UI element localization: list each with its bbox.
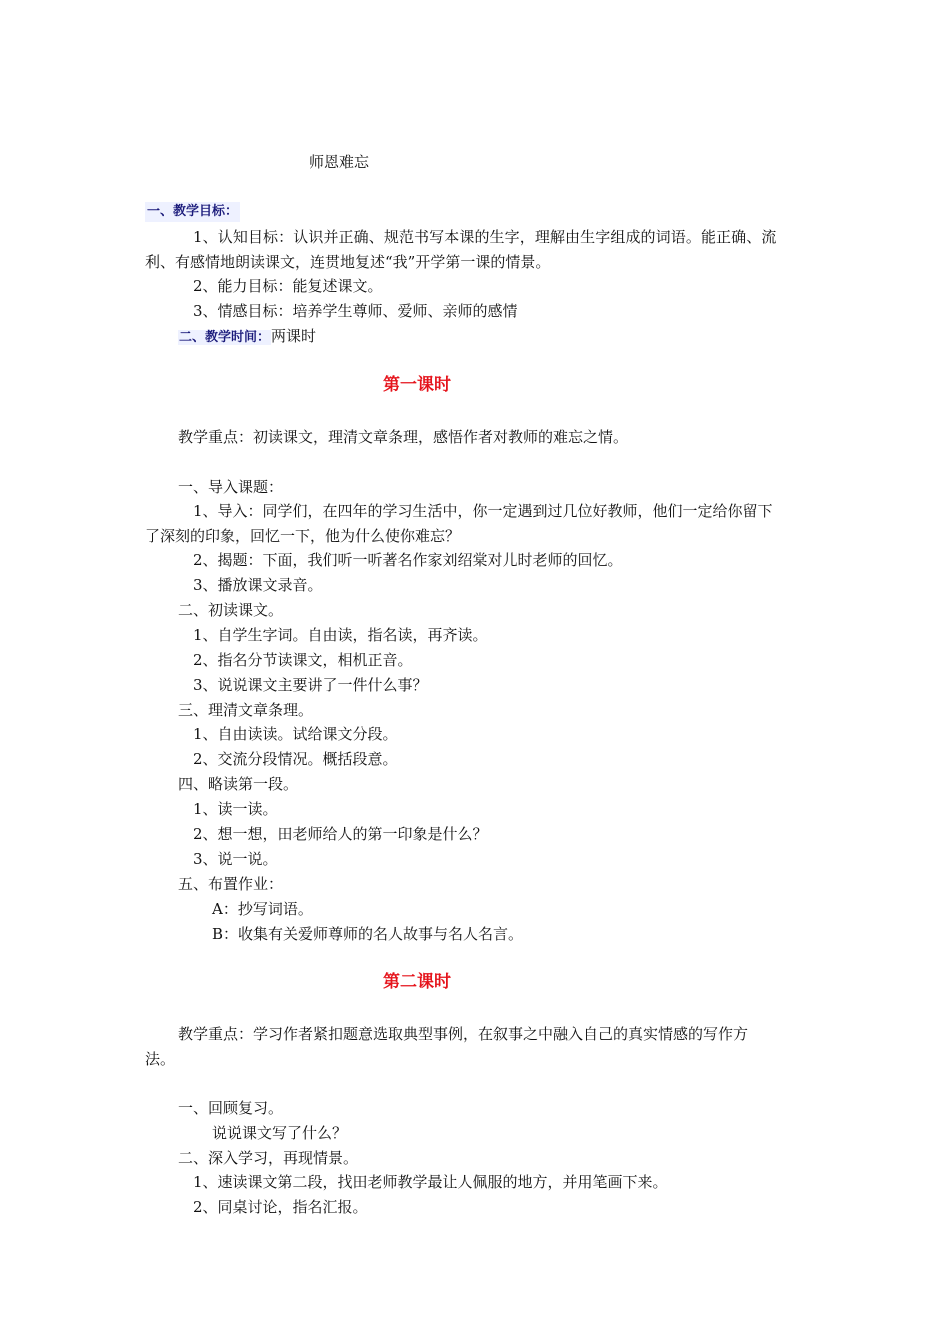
lesson1-item-4-2: 2、想一想，田老师给人的第一印象是什么？	[193, 825, 488, 843]
lesson1-item-2-1: 1、自学生字词。自由读，指名读，再齐读。	[193, 626, 488, 644]
lesson1-item-2-3: 3、说说课文主要讲了一件什么事？	[193, 676, 428, 694]
lesson1-focus: 教学重点：初读课文，理清文章条理，感悟作者对教师的难忘之情。	[178, 428, 629, 446]
lesson1-item-3-2: 2、交流分段情况。概括段意。	[193, 750, 398, 768]
lesson1-section-3: 三、理清文章条理。	[178, 701, 314, 719]
lesson1-section-2: 二、初读课文。	[178, 601, 284, 619]
lesson2-section-2: 二、深入学习，再现情景。	[178, 1149, 359, 1167]
lesson1-item-1-3: 3、播放课文录音。	[193, 576, 323, 594]
time-value: 两课时	[271, 327, 317, 345]
lesson1-section-5: 五、布置作业：	[178, 875, 284, 893]
lesson2-focus-line-1: 教学重点：学习作者紧扣题意选取典型事例，在叙事之中融入自己的真实情感的写作方	[178, 1025, 749, 1043]
lesson1-item-4-1: 1、读一读。	[193, 800, 278, 818]
lesson2-item-2-1: 1、速读课文第二段，找田老师教学最让人佩服的地方，并用笔画下来。	[193, 1173, 668, 1191]
time-heading: 二、教学时间：	[179, 330, 271, 345]
objective-1-line-2: 利、有感情地朗读课文，连贯地复述“我”开学第一课的情景。	[145, 253, 551, 271]
time-row	[178, 326, 316, 348]
page-title: 师恩难忘	[309, 153, 370, 171]
lesson1-section-1: 一、导入课题：	[178, 478, 284, 496]
lesson1-homework-a: A：抄写词语。	[212, 900, 313, 918]
lesson2-focus-line-2: 法。	[145, 1050, 176, 1068]
lesson1-item-1-1-line-2: 了深刻的印象，回忆一下，他为什么使你难忘？	[145, 527, 461, 545]
objective-3: 3、情感目标：培养学生尊师、爱师、亲师的感情	[193, 302, 518, 320]
lesson1-title: 第一课时	[383, 375, 451, 395]
lesson2-item-2-2: 2、同桌讨论，指名汇报。	[193, 1198, 368, 1216]
lesson1-item-1-2: 2、揭题：下面，我们听一听著名作家刘绍棠对儿时老师的回忆。	[193, 551, 623, 569]
lesson1-item-1-1-line-1: 1、导入：同学们，在四年的学习生活中，你一定遇到过几位好教师，他们一定给你留下	[193, 502, 773, 520]
objective-1-line-1: 1、认知目标：认识并正确、规范书写本课的生字，理解由生字组成的词语。能正确、流	[193, 228, 777, 246]
lesson1-item-3-1: 1、自由读读。试给课文分段。	[193, 725, 398, 743]
lesson1-homework-b: B：收集有关爱师尊师的名人故事与名人名言。	[212, 925, 524, 943]
lesson2-item-1-q: 说说课文写了什么？	[212, 1124, 348, 1142]
lesson1-item-4-3: 3、说一说。	[193, 850, 278, 868]
objective-2: 2、能力目标：能复述课文。	[193, 277, 383, 295]
lesson1-section-4: 四、略读第一段。	[178, 775, 299, 793]
lesson2-section-1: 一、回顾复习。	[178, 1099, 284, 1117]
objectives-heading: 一、教学目标：	[145, 202, 240, 222]
lesson1-item-2-2: 2、指名分节读课文，相机正音。	[193, 651, 413, 669]
lesson2-title: 第二课时	[383, 972, 451, 992]
